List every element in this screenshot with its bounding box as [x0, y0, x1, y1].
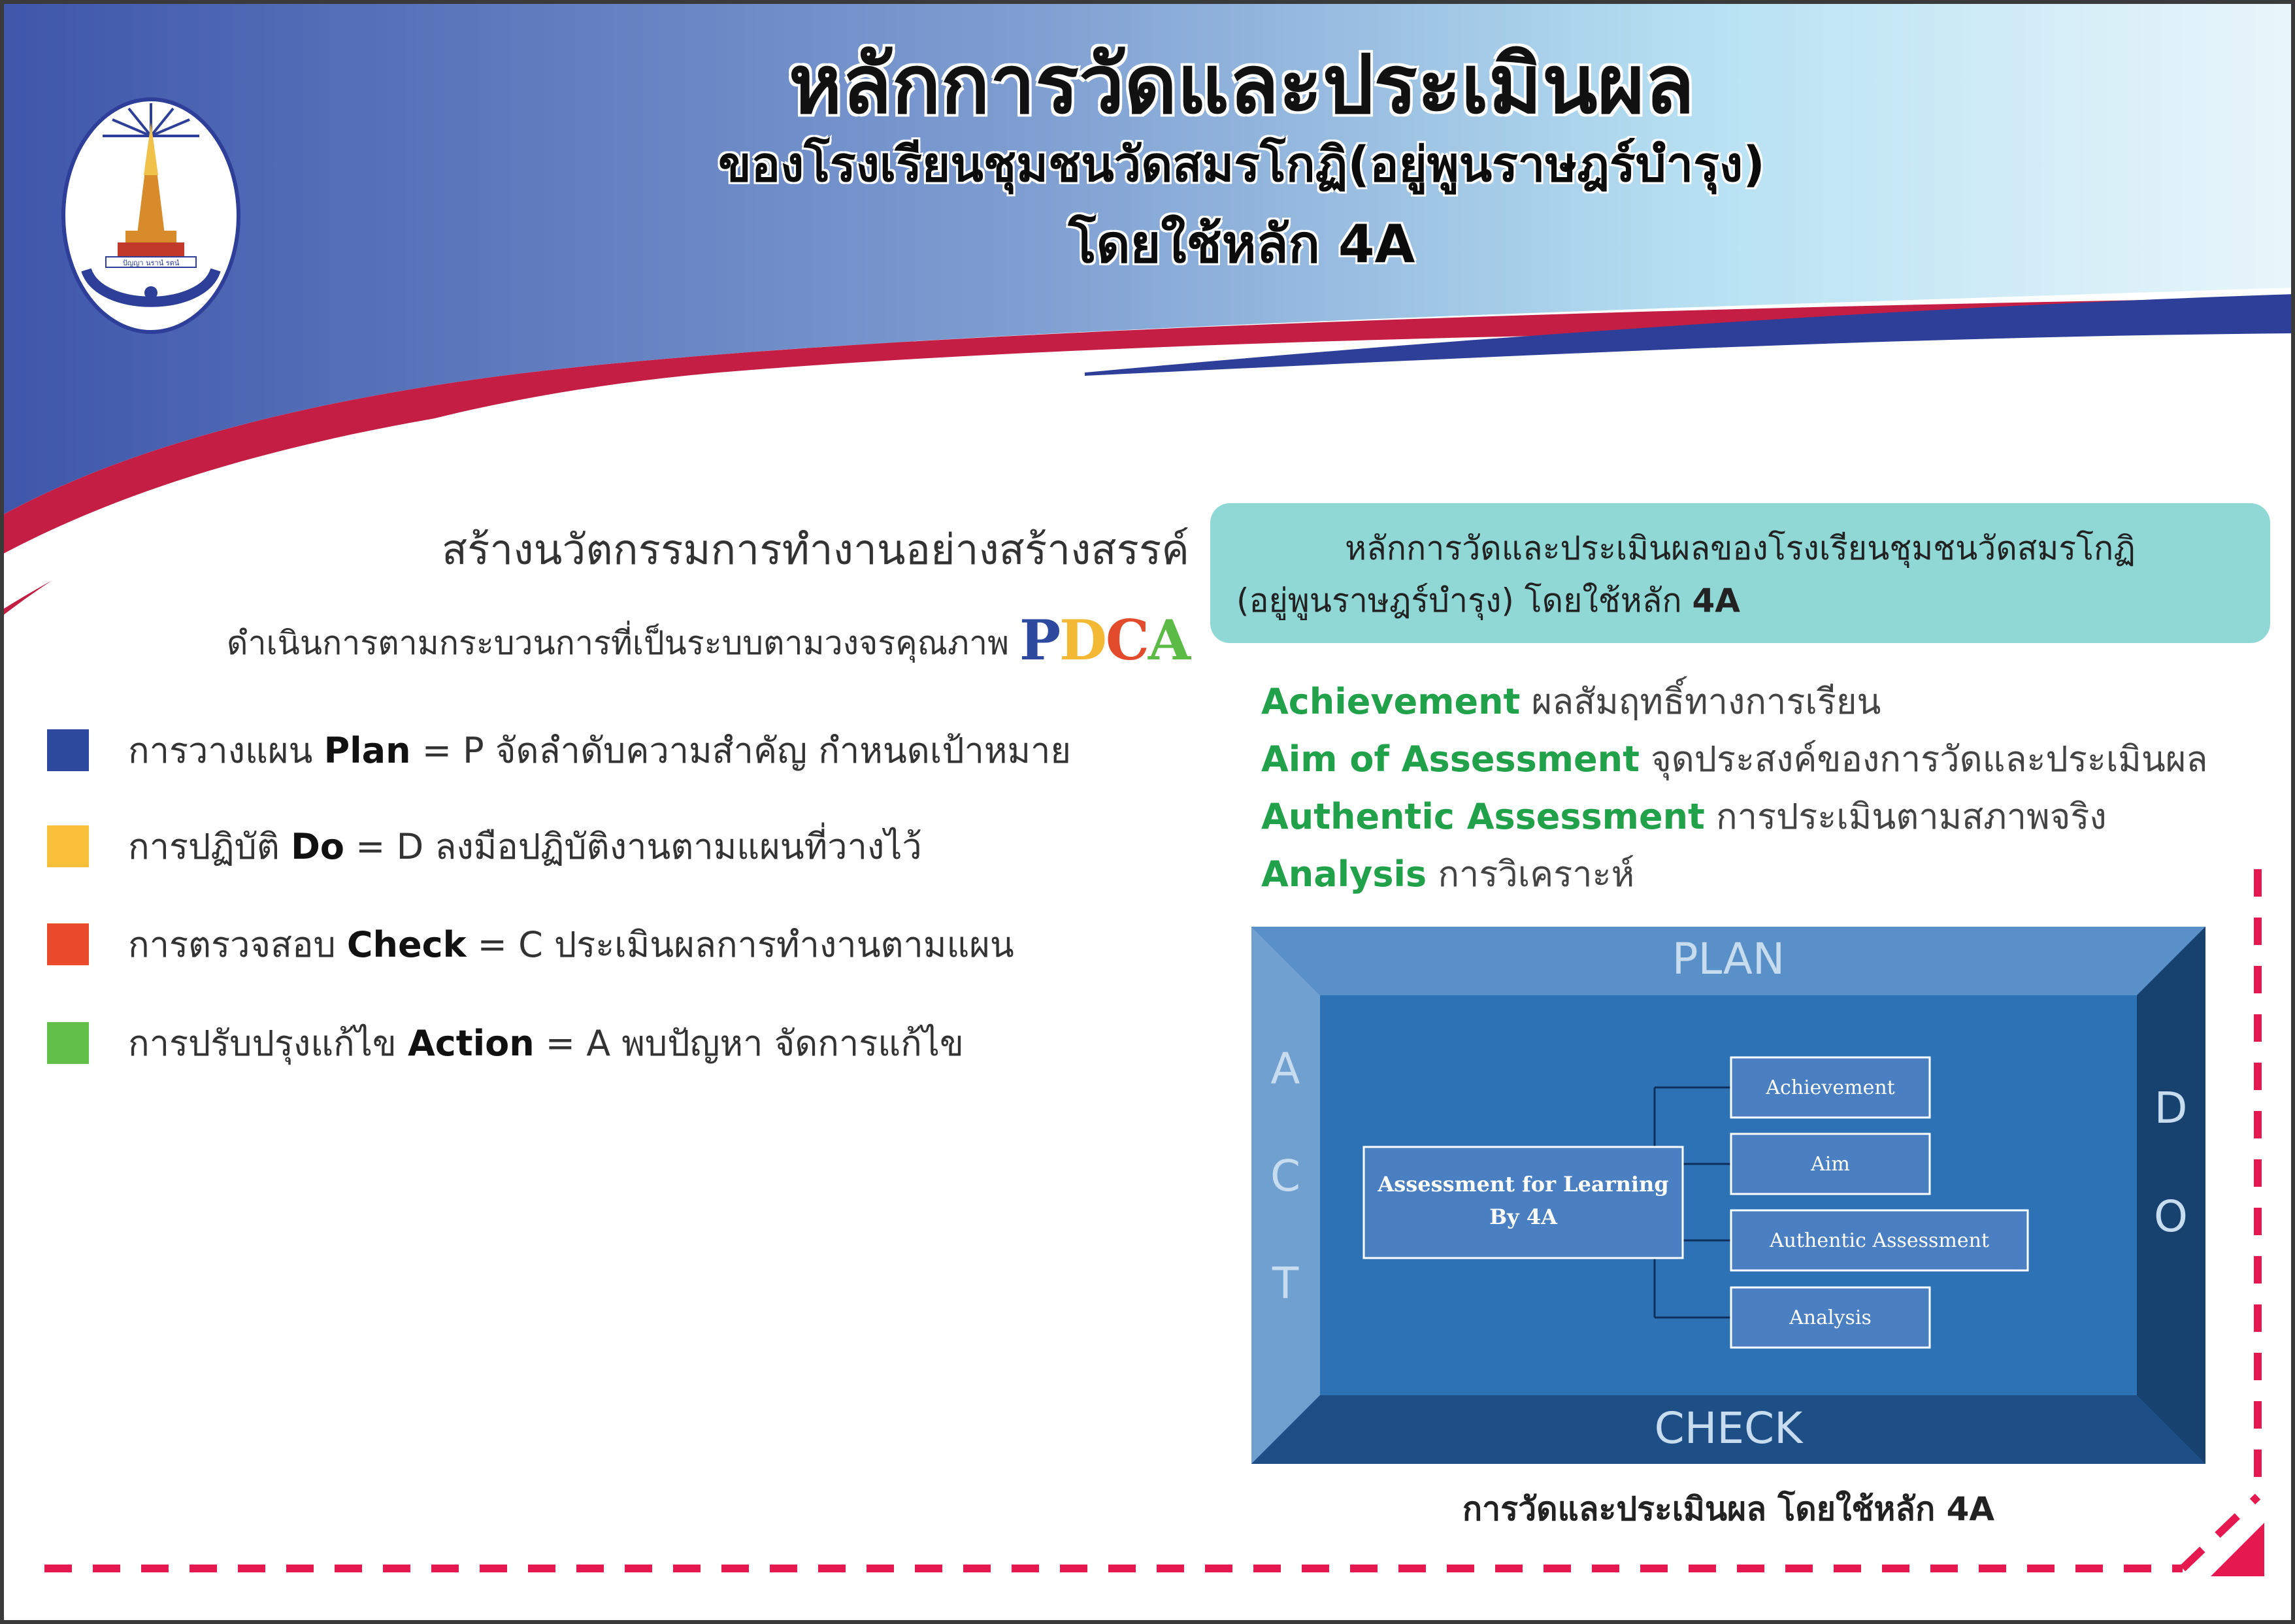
act-label-c: C [1270, 1151, 1301, 1201]
intro-subheading [111, 608, 1189, 672]
four-a-item-authentic [1261, 788, 2281, 844]
center-box-line-2: By 4A [1489, 1204, 1557, 1229]
pdca-letter-a: A [1148, 608, 1189, 672]
pdca-item-desc: = A พบปัญหา จัดการแก้ไข [534, 1023, 964, 1064]
pdca-item-text [128, 1015, 964, 1071]
pdca-4a-diagram [1251, 927, 2205, 1464]
plan-label: PLAN [1672, 934, 1785, 984]
info-box-line-2 [1236, 575, 1740, 627]
diagram-caption: การวัดและประเมินผล โดยใช้หลัก 4A [1462, 1490, 1995, 1528]
four-a-item-analysis [1261, 846, 2281, 902]
pdca-item-key: Plan [323, 730, 411, 771]
branch-label-analysis: Analysis [1789, 1306, 1872, 1329]
check-label: CHECK [1654, 1403, 1803, 1453]
logo-text: ปัญญา นรานํ รตนํ [122, 259, 180, 267]
check-color-swatch [47, 923, 89, 965]
title-line-1: หลักการวัดและประเมินผล [788, 38, 1695, 132]
intro-heading: สร้างนวัตกรรมการทำงานอย่างสร้างสรรค์ [441, 526, 1189, 574]
pdca-item-key: Do [291, 826, 345, 867]
title-line-3: โดยใช้หลัก 4A [1068, 214, 1415, 274]
pdca-item-check [47, 918, 1197, 970]
four-a-desc: การวิเคราะห์ [1427, 853, 1635, 895]
branch-label-authentic: Authentic Assessment [1769, 1229, 1990, 1252]
intro-subheading-text: ดำเนินการตามกระบวนการที่เป็นระบบตามวงจรคุณภาพ [227, 624, 1010, 662]
pdca-item-key: Action [407, 1023, 535, 1064]
action-color-swatch [47, 1022, 89, 1064]
pdca-item-thai: การวางแผน [128, 730, 324, 771]
pdca-item-key: Check [346, 924, 467, 965]
pdca-item-thai: การปรับปรุงแก้ไข [128, 1023, 408, 1064]
pdca-letter-c: C [1105, 608, 1148, 672]
pdca-item-plan [47, 724, 1197, 776]
pdca-item-text [128, 818, 922, 874]
four-a-item-aim [1261, 731, 2281, 787]
act-label-a: A [1270, 1044, 1300, 1094]
pdca-item-desc: = D ลงมือปฏิบัติงานตามแผนที่วางไว้ [344, 826, 922, 867]
intro-section [111, 516, 1189, 672]
four-a-term: Analysis [1261, 853, 1427, 895]
do-label-d: D [2154, 1083, 2188, 1133]
title-line-2: ของโรงเรียนชุมชนวัดสมรโกฏิ(อยู่พูนราษฎร์บำรุง) [718, 137, 1765, 193]
pdca-item-thai: การตรวจสอบ [128, 924, 347, 965]
pdca-item-do [47, 820, 1197, 872]
corner-triangle [2211, 1523, 2264, 1576]
pdca-item-text [128, 916, 1014, 972]
pdca-letter-p: P [1019, 608, 1060, 672]
school-logo [60, 97, 242, 335]
plan-color-swatch [47, 729, 89, 771]
four-a-item-achievement [1261, 673, 2281, 729]
pdca-item-desc: = C ประเมินผลการทำงานตามแผน [466, 924, 1014, 965]
four-a-desc: การประเมินตามสภาพจริง [1704, 796, 2107, 837]
info-box-line-2-text: (อยู่พูนราษฎร์บำรุง) โดยใช้หลัก [1236, 582, 1692, 620]
info-box-line-1: หลักการวัดและประเมินผลของโรงเรียนชุมชนวัดสมรโกฏิ [1345, 529, 2136, 567]
branch-label-aim: Aim [1811, 1153, 1850, 1176]
info-box [1210, 503, 2270, 643]
pdca-letter-d: D [1059, 608, 1106, 672]
do-color-swatch [47, 825, 89, 867]
do-label-o: O [2154, 1191, 2188, 1242]
four-a-term: Aim of Assessment [1261, 738, 1640, 780]
pdca-item-thai: การปฏิบัติ [128, 826, 291, 867]
act-label-t: T [1272, 1258, 1299, 1308]
four-a-desc: ผลสัมฤทธิ์ทางการเรียน [1520, 681, 1881, 722]
branch-label-achievement: Achievement [1766, 1076, 1895, 1099]
four-a-term: Authentic Assessment [1261, 796, 1705, 837]
center-box [1364, 1147, 1683, 1258]
info-box-4a: 4A [1692, 582, 1741, 620]
pdca-item-action [47, 1017, 1197, 1069]
center-box-line-1: Assessment for Learning [1378, 1172, 1669, 1197]
pdca-item-desc: = P จัดลำดับความสำคัญ กำหนดเป้าหมาย [410, 730, 1072, 771]
pdca-logo [1019, 608, 1189, 672]
four-a-desc: จุดประสงค์ของการวัดและประเมินผล [1639, 738, 2208, 780]
four-a-term: Achievement [1261, 681, 1521, 722]
pdca-item-text [128, 722, 1071, 778]
